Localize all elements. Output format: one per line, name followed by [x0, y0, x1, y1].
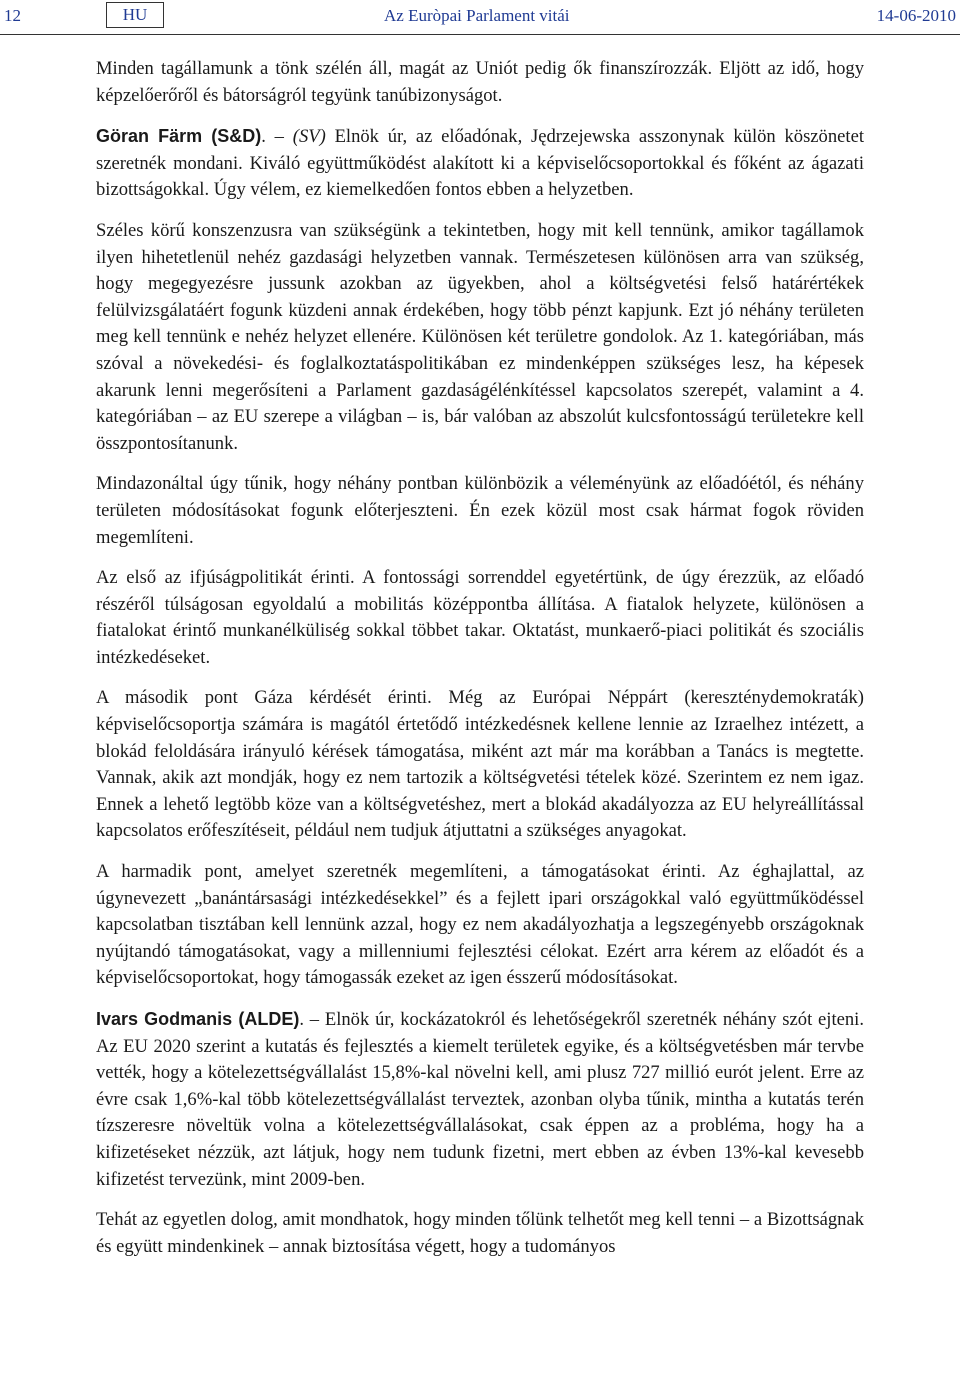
paragraph: A második pont Gáza kérdését érinti. Még az Európai Néppárt (kereszténydemokraták) képviselőcsoportja számára is magától értetődő intézkedésnek kellene lennie az Izraelhez intézett, a blokád feloldására irányuló kérések támogatása, miként azt már ma korábban a Tanács is megtette. Vannak, akik azt mondják, hogy ez nem tartozik a költségvetési tételek közé. Szerintem ez nem igaz. Ennek a lehető legtöbb köze van a költségvetéshez, mert a blokád akadályozza az EU helyreállítással kapcsolatos erőfeszítéseit, például nem tudjuk átjuttatni a szükséges anyagokat. [96, 687, 864, 842]
document-body [96, 56, 864, 1274]
speaker-name: Ivars Godmanis (ALDE) [96, 1009, 300, 1029]
journal-title: Az Euròpai Parlament vitái [384, 6, 570, 25]
paragraph: Minden tagállamunk a tönk szélén áll, magát az Uniót pedig ők finanszírozzák. Eljött az idő, hogy képzelőerőről és bátorságról tegyünk tanúbizonyságot. [96, 58, 864, 106]
speaker-separator: . – [261, 126, 293, 148]
speaker-separator: . – [299, 1009, 325, 1030]
speaker-name: Göran Färm (S&D) [96, 126, 262, 147]
paragraph: Mindazonáltal úgy tűnik, hogy néhány pontban különbözik a véleményünk az előadóétól, és néhány területen módosításokat fogunk előterjeszteni. Én ezek közül most csak hármat fogok röviden megemlíteni. [96, 473, 864, 548]
paragraph: Tehát az egyetlen dolog, amit mondhatok, hogy minden tőlünk telhetőt meg kell tenni – a Bizottságnak és együtt mindenkinek – annak biztosítása végett, hogy a tudományos [96, 1209, 864, 1257]
page-number: 12 [4, 6, 21, 25]
paragraph: A harmadik pont, amelyet szeretnék megemlíteni, a támogatásokat érinti. Az éghajlattal, az úgynevezett „banántársasági intézkedésekkel” és a fejlett ipari országokkal való együttműködéssel kapcsolatban tisztában kell lennünk azzal, hogy ez nem akadályozhatja a legszegényebb országoknak nyújtandó támogatásokat, vagy a millenniumi fejlesztési célokat. Ezért arra kérem az előadót és a képviselőcsoportokat, hogy támogassák ezeket az igen ésszerű módosításokat. [96, 861, 864, 989]
speech-paragraph [96, 1006, 864, 1193]
speech-paragraph [96, 123, 864, 204]
paragraph: Az első az ifjúságpolitikát érinti. A fontossági sorrenddel egyetértünk, de úgy érezzük, az előadó részéről túlságosan egyoldalú a mobilitás középpontba állítása. A fiatalok helyzete, különösen a fiatalokat érintő munkanélküliség sokkal többet takar. Oktatást, munkaerő-piaci politikát és szociális intézkedéseket. [96, 567, 864, 668]
language-code-box: HU [106, 2, 164, 28]
language-tag: (SV) [292, 126, 326, 148]
speech-text: Elnök úr, kockázatokról és lehetőségekről szeretnék néhány szót ejteni. Az EU 2020 szerint a kutatás és fejlesztés a kiemelt területek egyike, és a költségvetésben már tervbe vették, hogy a kötelezettségvállalást 15,8%-kal növelni kell, ami plusz 727 millió eurót jelent. Erre az évre csak 1,6%-kal több kötelezettségvállalást terveztek, azonban olyba tűnik, mintha a kutatás terén tízszeresre növeltük volna a kötelezettségvállalásokat, csak éppen az a probléma, hogy ha a kifizetéseket nézzük, azt látjuk, hogy nem tudunk fizetni, mert ebben az évben 13%-kal kevesebb kifizetést tervezünk, mint 2009-ben. [96, 1009, 864, 1190]
publication-date: 14-06-2010 [876, 6, 956, 25]
page-header [0, 0, 960, 35]
paragraph: Széles körű konszenzusra van szükségünk a tekintetben, hogy mit kell tennünk, amikor tagállamok ilyen hihetetlenül nehéz gazdasági helyzetben vannak. Természetesen különösen arra van szükség, hogy megegyezésre jussunk azokban az ügyekben, ahol a költségvetési felső határértékek felülvizsgálatáért fogunk küzdeni annak érdekében, hogy több pénzt kapjunk. Ezt jó néhány területen meg kell tennünk e nehéz helyzet ellenére. Különösen két területre gondolok. Az 1. kategóriában, más szóval a növekedési- és foglalkoztatáspolitikában ez mindenképpen szükséges lesz, ha képesek akarunk lenni megerősíteni a Parlament gazdaságélénkítéssel kapcsolatos szerepét, valamint a 4. kategóriában – az EU szerepe a világban – is, bár valóban az abszolút kulcsfontosságú területekre kell összpontosítanunk. [96, 219, 864, 454]
speech-text: Elnök úr, az előadónak, Jędrzejewska asszonynak külön köszönetet szeretnék mondani. Kiváló együttműködést alakított ki a képviselőcsoportokkal és főként az ágazati bizottságokkal. Úgy vélem, ez kiemelkedően fontos ebben a helyzetben. [96, 126, 864, 201]
